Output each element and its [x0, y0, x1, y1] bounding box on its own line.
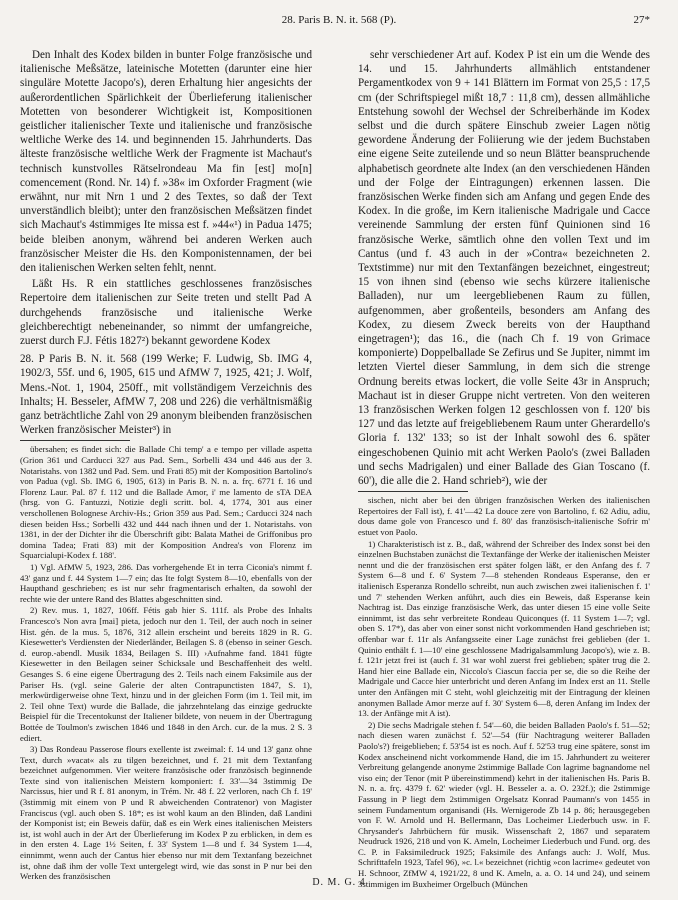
- footnote: 2) Rev. mus. 1, 1827, 106ff. Fétis gab hier S. 111f. als Probe des Inhalts Francesco's Non avra [mai] pieta, jedoch nur den 1. Teil, der auch noch in seiner Hist. gén. de la mus. 5, 1876, 312 allein erscheint und bereits 1829 in R. G. Kiesewetter's Verdiensten der Niederländer, Beilagen S. 8 (ebenso in seiner Gesch. d. europ.-abendl. Musik 1834, Beilagen S. III) ›Aufnahme fand. 1841 fügte Kiesewetter in den Beilagen seiner Schicksale und Beschaffenheit des weltl. Gesanges S. 6 eine eigene Übertragung des 2. Teils nach einem Faksimile aus der Pariser Hs. (vgl. seine Galerie der alten Contrapunctisten 1847, S. 1), merkwürdigerweise ohne Text, hinzu und in der gleichen Form (im 1. Teil mit, im 2. Teil ohne Text) wurde die Ballade, die jahrzehntelang das einzige gedruckte Beispiel für die Trecentokunst der Italiener bildete, von neuem in der Übertragung Bottée de Toulmon's zwischen 1846 und 1848 in den Arch. cur. de la mus. 2 S. 3 ediert.: [20, 605, 312, 743]
- running-header: [20, 14, 658, 30]
- left-main-text: [20, 48, 312, 437]
- footnote: übersahen; es findet sich: die Ballade Chi temp' a e tempo per villade aspetta (Grion 361 und Carducci 327 aus Pad. Sem., Sorbelli 434 und 446 aus der 3. Notaristahs. von 1382 und Pad. Sem. und Frati 85) mit der Komposition Bartolino's von Padua (vgl. Sb. IMG 6, 1905, 613) in Paris B. N. n. a. frç. 6771 f. 16 und Florenz Laur. Pal. 87 f. 112 und die Ballade Amor, i' me lamento de sTA DEA (hrsg. von G. Fantuzzi, Notizie degli scritt. bol. 4, 1774, 301 aus einer verschollenen Bolognese Archiv-Hs.; Grion 359 aus Pad. Sem.; Carducci 324 nach diesen beiden Hss.; Sorbelli 432 und 444 nach ihnen und der 1. Notaristahs. von 1381, in der der Dichter ihr die Überschrift gibt: Balata Mathei de Griffonibus pro domina Tadea; Frati 83) mit der Komposition Andrea's von Florenz im Squarcialupi-Kodex f. 188'.: [20, 444, 312, 561]
- right-main-text: [358, 48, 650, 488]
- footnote: 1) Vgl. AfMW 5, 1923, 286. Das vorhergehende Et in terra Ciconia's nimmt f. 43' ganz und f. 44 System 1—7 ein; das Ite folgt System 8—10, ebenfalls von der Haupthand geschrieben; es ist nur sehr fragmentarisch erhalten, da sowohl der rechte wie der untere Rand des Blattes abgeschnitten sind.: [20, 562, 312, 604]
- right-footnotes: [358, 495, 650, 889]
- footnote: 3) Das Rondeau Passerose flours exellente ist zweimal: f. 14 und 13' ganz ohne Text, durch »vacat« als zu tilgen bezeichnet, und f. 21 mit dem Textanfang bezeichnet aufgenommen. Vier weitere französische oder französisch beginnende Texte sind von italienischen Meistern komponiert: f. 33'—34 3stimmig De Narcissus, hier und R f. 81 anonym, in Trém. Nr. 48 f. 22 verloren, nach Ch f. 19' (3stimmig mit einem von P und R abweichenden Contratenor) von Magister Franciscus (vgl. auch oben S. 18*; es ist wohl kaum an den Blinden, daß Landini der Komponist ist; ein Beweis dafür, daß es ein Werk eines italienischen Meisters ist, ist wohl auch in der Art der Überlieferung im Kodex P zu erblicken, in dem es in den ersten 4. Lage 1½ Seiten, f. 33' System 1—8 und f. 34 System 1—4, einnimmt, wenn auch der Cantus hier ebenso nur mit dem Textanfang bezeichnet ist, ohne daß ihm der volle Text untergelegt wird, wie das sonst in P nur bei den Werken des französischen: [20, 744, 312, 882]
- footnote-rule: [20, 440, 130, 441]
- footnote: 2) Die sechs Madrigale stehen f. 54'—60, die beiden Balladen Paolo's f. 51—52; nach diesen waren zunächst f. 52'—54 (für Nachtragung weiterer Balladen Paolo's?) freigeblieben; f. 53'54 ist es noch. Auf f. 52'53 trug eine spätere, sonst im Kodex anscheinend nicht vorkommende Hand, die im 15. Jahrhundert zu weiterer Verbreitung gelangende anonyme 2stimmige Ballade Con lagrime bagnandome nel viso ein; der Tenor (mit P übereinstimmend) kehrt in der italienischen Hs. Paris B. N. n. a. frç. 4379 f. 62' wieder (vgl. H. Besseler a. a. O. 232f.); die 2stimmige Fassung in P liegt dem 2stimmigen Orgelsatz Konrad Paumann's von 1455 in seinem Fundamentum organisandi (Hs. Wernigerode Zb 14 p. 86; herausgegeben von F. W. Arnold und H. Bellermann, Das Locheimer Liederbuch usw. in F. Chrysander's Jahrbüchern für musik. Wissenschaft 2, 1867 und separatem Neudruck 1926, 218 und von K. Ameln, Locheimer Liederbuch und Fund. org. des C. P. in Faksimiledruck 1925; Faksimile des Anfangs auch: J. Wolf, Mus. Schrifttafeln 1923, Tafel 96), »c. l.« bezeichnet (richtig »con lacrime« gedeutet von H. Schnoor, ZfMW 4, 1921/22, 8 und K. Ameln, a. a. O. 14 und 24), und seinem 3stimmigen im Buxheimer Orgelbuch (München: [358, 719, 650, 889]
- left-footnotes: [20, 444, 312, 881]
- paragraph: Den Inhalt des Kodex bilden in bunter Folge französische und italienische Meßsätze, lateinische Motetten (darunter eine hier singuläre Motette Jacopo's), deren Erhaltung hier angesichts der außerordentlichen Spärlichkeit der Überlieferung italienischer Motetten von besonderer Wichtigkeit ist, Kompositionen geistlicher italienischer Texte und italienische und französische weltliche Werke des 14. und beginnenden 15. Jahrhunderts. Das älteste französische weltliche Werk der Fragmente ist Machaut's technisch kunstvolles Rätselrondeau Ma fin [est] mo[n] comencement (Rond. Nr. 14) f. »38« im Oxforder Fragment (wie erwähnt, nur mit Nrn 1 und 2 des Textes, so daß der Text unverständlich bleibt); unter den französischen Meßsätzen findet sich Machaut's 4stimmiges Ite missa est f. »44«¹) in Padua 1475; beide bleiben anonym, während bei anderen Werken auch französischer Meister die Hs. den Komponistennamen, der bei den italienischen Werken selten fehlt, nennt.: [20, 49, 312, 275]
- paragraph: Läßt Hs. R ein stattliches geschlossenes französisches Repertoire dem italienischen zur Seite treten und stellt Pad A durchgehends französische und italienische Werke gleichberechtigt nebeneinander, so nimmt der umfangreiche, zuerst durch F.J. Fétis 1827²) bekannt gewordene Kodex: [20, 278, 312, 348]
- footnote: sischen, nicht aber bei den übrigen französischen Werken des italienischen Repertoires der Fall ist), f. 41'—42 La douce zere von Bartolino, f. 62 Adiu, adiu, dous dame gole von Francesco und f. 80' das französisch-italienische Sofrir m' estuet von Paolo.: [358, 495, 650, 538]
- catalog-entry: 28. P Paris B. N. it. 568 (199 Werke; F. Ludwig, Sb. IMG 4, 1902/3, 55f. und 6, 1905, 615 und AfMW 7, 1925, 421; J. Wolf, Mens.-Not. 1, 1904, 250ff., mit vollständigem Verzeichnis des Inhalts; H. Besseler, AfMW 7, 208 und 226) die verhältnismäßig ganz beträchtliche Zahl von 29 anonym bleibenden französischen Werken französischer Meister³) in: [20, 353, 312, 437]
- page-number: 27*: [633, 14, 650, 26]
- left-column: [20, 48, 312, 882]
- footnote-rule: [358, 491, 468, 492]
- footnote: 1) Charakteristisch ist z. B., daß, während der Schreiber des Index sonst bei den einzelnen Buchstaben zunächst die Textanfänge der Werke der italienischen Meister nennt und die der französischen erst später folgen läßt, er den Anfang des f. 7 System 6—8 und f. 6' System 7—8 stehenden Rondeaus Esperanse, den er italienisch Esperanza Rondello schreibt, nun auch zwischen zwei italienischen f. 1' und 7' stehenden Werken anführt, auch dies ein Beweis, daß Esperanse kein Nachtrag ist. Das einzige französische Werk, das unter diesen 15 eine volle Seite einnimmt, ist das sehr verbreitete Rondeau Quiconques (f. 11 System 1—7; vgl. oben S. 17*), das aber von einer sonst nicht vorkommenden Hand geschrieben ist; offenbar war f. 11r als Anfangsseite einer Lage zunächst frei geblieben (der 1. Quinio enthält f. 1—10' eine geschlossene Madrigalsammlung Jacopo's), wie z. B. f. 121r jetzt frei ist (auch f. 31 war wohl zuerst frei geblieben; später trug die 2. Hand hier eine Ballade ein, Niccolo's Ciascun faccia per se, die so die Reihe der Madrigale und Cacce hier unterbricht und deren Anfang im Index erst an 11. Stelle unter den Anfängen mit C steht, wohl gleichzeitig mit der Eintragung der kleinen anonymen Ballade Amor merze auf f. 30' System 6—8, deren Anfang im Index der 13. der Anfänge mit A ist).: [358, 538, 650, 719]
- right-column: [358, 48, 650, 889]
- signature-mark: D. M. G. 4: [312, 877, 366, 888]
- paragraph: sehr verschiedener Art auf. Kodex P ist ein um die Wende des 14. und 15. Jahrhunderts allmählich entstandener Pergamentkodex von 9 + 141 Blättern im Format von 25,5 : 17,5 cm (der Schriftspiegel mißt 18,7 : 11,8 cm), dessen allmähliche Entstehung sowohl der Wechsel der Schreiberhände im Kodex selbst und die durch spätere Einschub zweier Lagen nötig gewordene Änderung der Foliierung wie der jedem Buchstaben eine eigene Seite zuteilende und so neun Blätter beanspruchende alphabetisch geordnete alte Index (an den verschiedenen Händen und der Folge der Eintragungen) erkennen lassen. Die französischen Werke finden sich am Anfang und gegen Ende des Kodex. In die große, im Kern italienische Madrigale und Cacce vereinende Sammlung der ersten fünf Quinionen sind 16 französische Werke, sämtlich ohne den vollen Text und im Cantus (und f. 43 auch in der »Contra« bezeichneten 2. Textstimme) nur mit den Textanfängen bezeichnet, eingestreut; 15 von ihnen sind (ebenso wie sechs kürzere italienische Balladen), nur um leergebliebenen Raum zu füllen, aufgenommen, aber großenteils, besonders am Anfang des Kodex, zu diesem Zweck bereits von der Haupthand eingetragen¹); das 16., die (nach Ch f. 19 von Grimace komponierte) Doppelballade Se Zefirus und Se Jupiter, nimmt im letzten Viertel dieser Sammlung, in dem sich die strenge Ordnung bereits etwas lockert, die volle Seite 43r in Anspruch; Machaut ist in dieser Gruppe nicht vertreten. Von den weiteren 13 französischen Werken folgen 12 geschlossen von f. 120' bis 127 und das letzte auf freigebliebenem Raum unter Gherardello's Gloria f. 132' 133; so ist der Inhalt sowohl des 6. später eingeschobenen Quinio mit acht Werken Paolo's (zwei Balladen und sechs Madrigalen) und einer Ballade des Gian Toscano (f. 60'), die alle die 2. Hand schrieb²), wie der: [358, 49, 650, 488]
- running-title: 28. Paris B. N. it. 568 (P).: [281, 14, 397, 26]
